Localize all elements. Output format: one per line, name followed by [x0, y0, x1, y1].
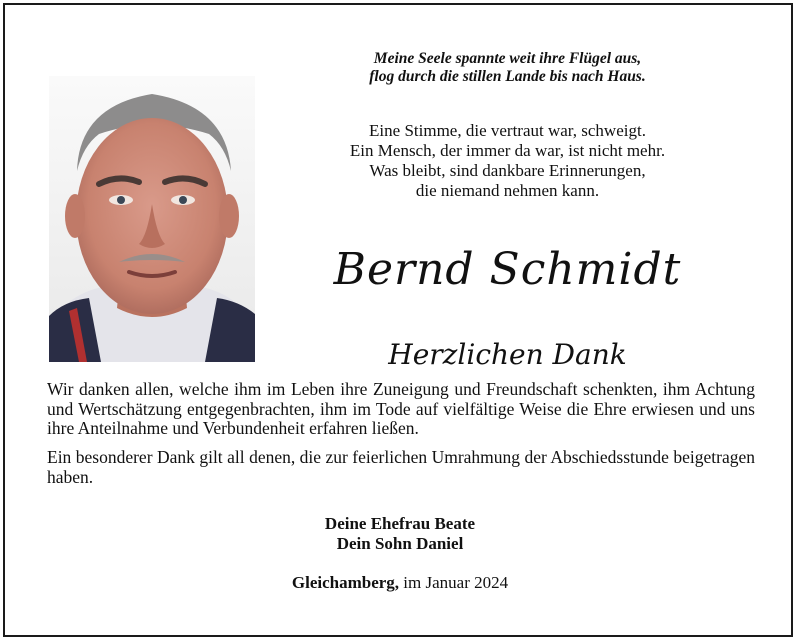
date-text: im Januar 2024	[403, 573, 509, 592]
place-and-date	[0, 573, 800, 593]
memorial-verse	[260, 121, 755, 201]
thanks-paragraph: Ein besonderer Dank gilt all denen, die zur feierlichen Umrahmung der Abschiedsstunde beigetragen haben.	[47, 447, 755, 487]
verse-line: Was bleibt, sind dankbare Erinnerungen,	[369, 161, 646, 180]
signatory: Dein Sohn Daniel	[336, 534, 464, 553]
signatories	[0, 514, 800, 554]
signatory: Deine Ehefrau Beate	[324, 514, 476, 533]
thanks-heading: Herzlichen Dank	[388, 338, 627, 371]
thanks-paragraph: Wir danken allen, welche ihm im Leben ihre Zuneigung und Freundschaft schenkten, ihm Achtung und Wertschätzung entgegenbrachten, ihm im Tode auf vielfältige Weise die Ehre erwiesen und uns ihre Anteilnahme und Verbundenheit erfahren ließen.	[47, 379, 755, 438]
motto-line: Meine Seele spannte weit ihre Flügel aus,	[373, 50, 642, 67]
place-name: Gleichamberg,	[291, 573, 400, 592]
deceased-name: Bernd Schmidt	[333, 244, 682, 295]
verse-line: Eine Stimme, die vertraut war, schweigt.	[369, 121, 646, 140]
motto-line: flog durch die stillen Lande bis nach Haus.	[369, 68, 646, 85]
verse-line: die niemand nehmen kann.	[415, 181, 600, 200]
portrait-photo	[49, 76, 255, 362]
motto-verse	[260, 50, 755, 86]
verse-line: Ein Mensch, der immer da war, ist nicht mehr.	[349, 141, 666, 160]
